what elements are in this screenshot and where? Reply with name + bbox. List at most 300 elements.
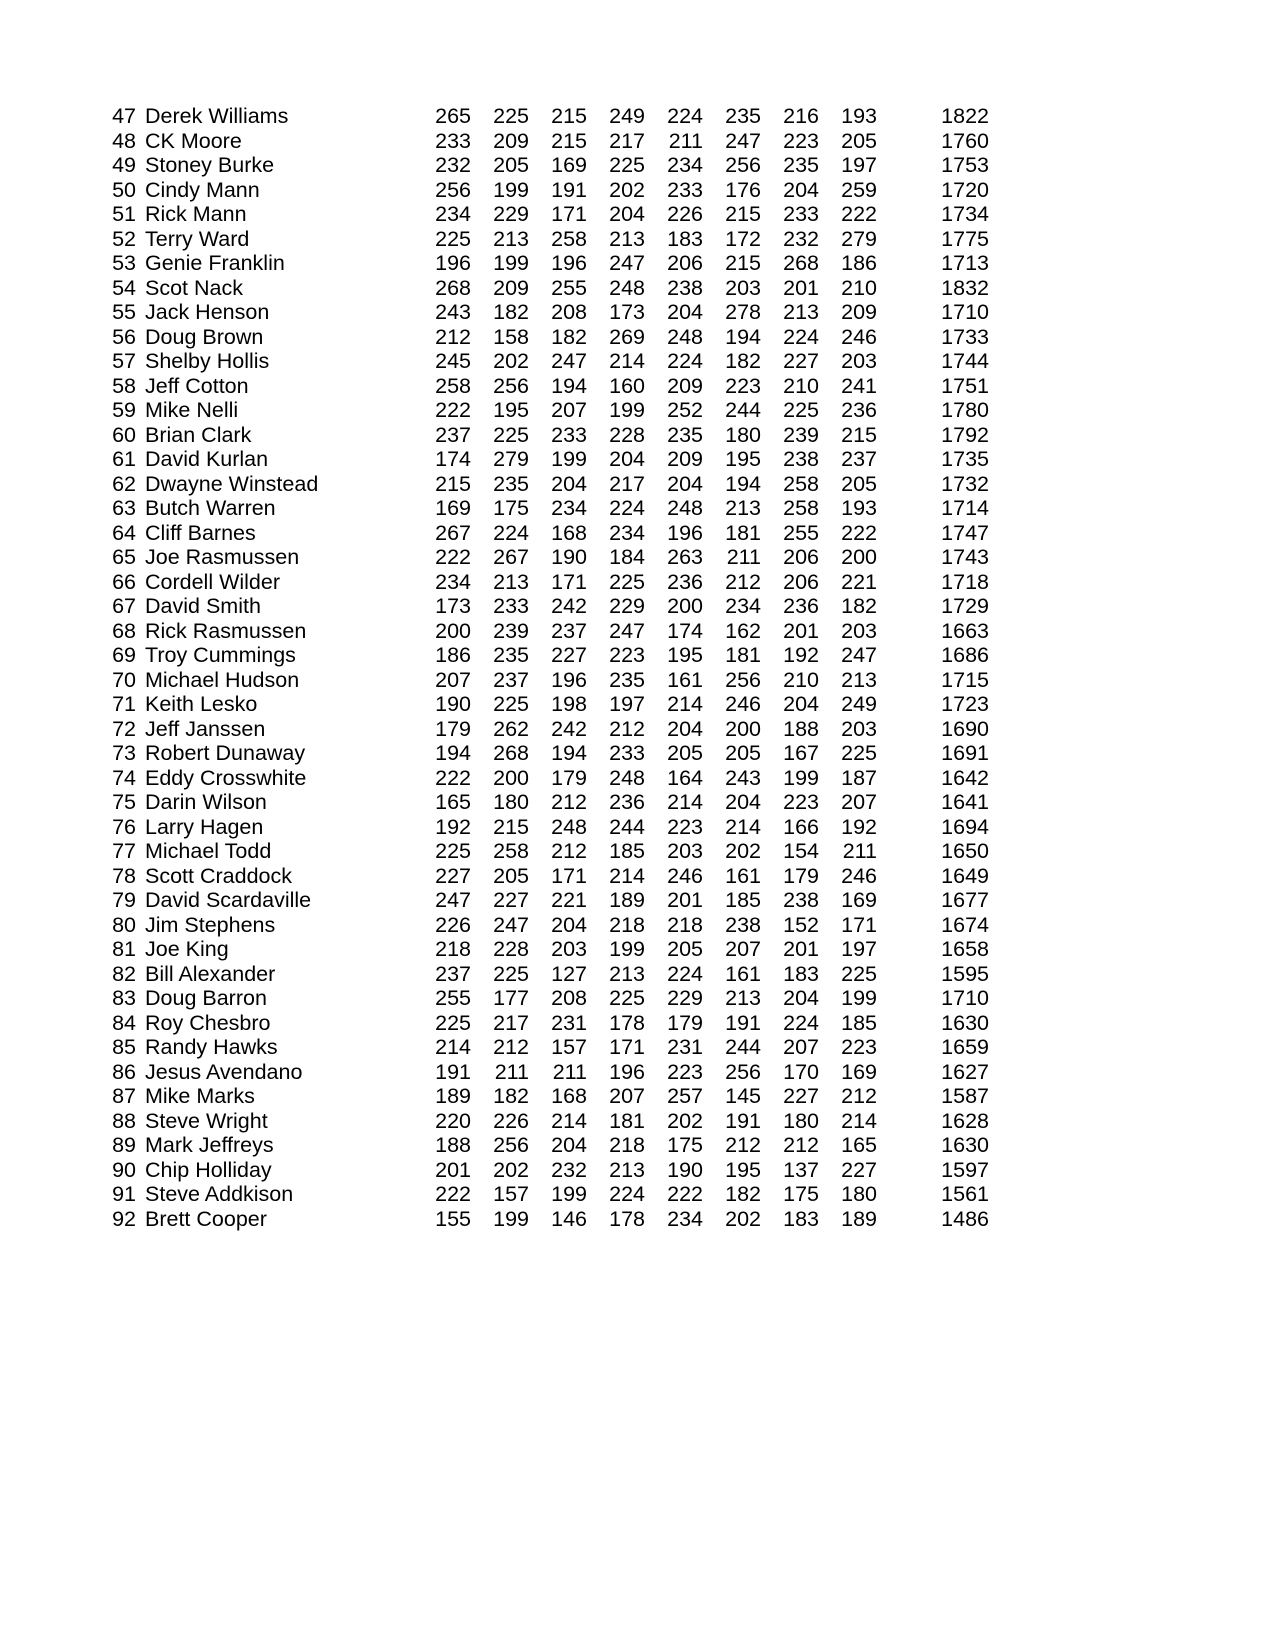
row-bowler-name: Bill Alexander [145,961,276,986]
row-game-score: 181 [725,520,761,545]
row-game-score: 203 [667,839,703,863]
row-game-score: 233 [493,594,529,618]
row-bowler-name: Michael Todd [145,839,272,863]
row-game-score: 246 [841,863,877,888]
row-game-score: 205 [841,128,877,153]
row-total-score: 1561 [941,1182,989,1206]
row-game-score: 199 [609,398,645,422]
row-game-score: 217 [609,128,645,153]
row-game-score: 225 [435,839,471,863]
row-game-score: 229 [667,986,703,1010]
row-game-score: 191 [725,1108,761,1133]
row-game-score: 221 [551,888,587,912]
table-row [106,351,989,376]
row-total-score: 1686 [941,643,989,667]
row-rank: 70 [112,667,136,692]
row-game-score: 207 [435,667,471,692]
table-row [106,1135,989,1160]
row-game-score: 194 [551,741,587,765]
row-bowler-name: Cordell Wilder [145,569,281,594]
row-game-score: 247 [609,618,645,643]
row-game-score: 200 [493,765,529,790]
row-total-score: 1595 [941,961,989,986]
row-game-score: 202 [493,349,529,373]
row-bowler-name: Doug Barron [145,986,267,1010]
row-game-score: 205 [841,471,877,496]
row-game-score: 231 [551,1010,587,1035]
row-rank: 52 [112,226,136,251]
row-game-score: 269 [609,324,645,349]
row-game-score: 196 [435,251,471,275]
table-row [106,768,989,793]
row-total-score: 1630 [941,1010,989,1035]
row-game-score: 192 [841,814,877,839]
row-bowler-name: Mark Jeffreys [145,1133,274,1157]
row-game-score: 179 [783,863,819,888]
row-game-score: 154 [783,839,819,863]
standings-table [106,106,989,1233]
row-game-score: 179 [667,1010,703,1035]
row-game-score: 209 [493,275,529,300]
row-game-score: 194 [725,471,761,496]
table-row [106,694,989,719]
row-total-score: 1650 [941,839,989,863]
row-game-score: 160 [609,373,645,398]
row-total-score: 1642 [941,765,989,790]
row-total-score: 1735 [941,447,989,471]
row-game-score: 212 [609,716,645,741]
row-total-score: 1630 [941,1133,989,1157]
row-game-score: 190 [551,545,587,569]
row-game-score: 249 [609,104,645,128]
row-game-score: 200 [725,716,761,741]
row-game-score: 182 [841,594,877,618]
row-game-score: 190 [435,692,471,716]
row-game-score: 213 [493,569,529,594]
table-row [106,204,989,229]
row-game-score: 178 [609,1010,645,1035]
table-row [106,596,989,621]
row-game-score: 225 [493,961,529,986]
row-game-score: 223 [667,1059,703,1084]
row-rank: 73 [112,741,136,765]
row-game-score: 206 [783,545,819,569]
row-game-score: 203 [841,618,877,643]
row-game-score: 215 [493,814,529,839]
table-row [106,1062,989,1087]
row-game-score: 203 [551,937,587,961]
row-game-score: 222 [841,202,877,226]
row-bowler-name: CK Moore [145,128,242,153]
row-game-score: 207 [841,790,877,814]
row-game-score: 234 [667,1206,703,1231]
row-game-score: 212 [783,1133,819,1157]
table-row [106,866,989,891]
table-row [106,400,989,425]
row-game-score: 201 [783,937,819,961]
row-game-score: 199 [493,177,529,202]
row-game-score: 235 [493,471,529,496]
row-game-score: 166 [783,814,819,839]
row-total-score: 1714 [941,496,989,520]
row-game-score: 255 [783,520,819,545]
table-row [106,523,989,548]
row-game-score: 214 [667,692,703,716]
row-game-score: 192 [435,814,471,839]
row-game-score: 191 [435,1059,471,1084]
row-rank: 86 [112,1059,136,1084]
table-row [106,425,989,450]
row-total-score: 1734 [941,202,989,226]
row-game-score: 168 [551,520,587,545]
row-game-score: 205 [493,863,529,888]
row-game-score: 256 [493,1133,529,1157]
row-game-score: 224 [609,1182,645,1206]
table-row [106,302,989,327]
row-game-score: 177 [493,986,529,1010]
row-game-score: 204 [783,692,819,716]
row-total-score: 1822 [941,104,989,128]
row-bowler-name: Steve Wright [145,1108,268,1133]
row-game-score: 214 [725,814,761,839]
row-game-score: 205 [725,741,761,765]
row-game-score: 165 [841,1133,877,1157]
row-game-score: 180 [493,790,529,814]
row-game-score: 169 [841,1059,877,1084]
table-row [106,1184,989,1209]
table-row [106,817,989,842]
row-bowler-name: Jim Stephens [145,912,276,937]
row-game-score: 241 [841,373,877,398]
row-game-score: 223 [783,790,819,814]
row-total-score: 1760 [941,128,989,153]
row-game-score: 258 [783,471,819,496]
row-game-score: 206 [783,569,819,594]
row-rank: 56 [112,324,136,349]
row-bowler-name: Steve Addkison [145,1182,294,1206]
row-game-score: 193 [841,104,877,128]
row-rank: 84 [112,1010,136,1035]
row-game-score: 211 [726,545,761,569]
row-game-score: 214 [667,790,703,814]
row-rank: 80 [112,912,136,937]
row-game-score: 222 [435,1182,471,1206]
row-game-score: 245 [435,349,471,373]
row-game-score: 200 [435,618,471,643]
row-game-score: 237 [435,422,471,447]
row-game-score: 233 [551,422,587,447]
row-total-score: 1677 [941,888,989,912]
row-total-score: 1713 [941,251,989,275]
row-total-score: 1751 [941,373,989,398]
row-game-score: 213 [609,226,645,251]
row-game-score: 202 [493,1157,529,1182]
row-game-score: 170 [783,1059,819,1084]
row-rank: 77 [112,839,136,863]
row-rank: 57 [112,349,136,373]
row-game-score: 239 [783,422,819,447]
row-rank: 63 [112,496,136,520]
row-game-score: 218 [435,937,471,961]
row-rank: 79 [112,888,136,912]
row-game-score: 215 [841,422,877,447]
row-game-score: 201 [667,888,703,912]
row-game-score: 268 [435,275,471,300]
row-game-score: 227 [551,643,587,667]
row-game-score: 220 [435,1108,471,1133]
table-row [106,180,989,205]
row-game-score: 258 [551,226,587,251]
row-total-score: 1775 [941,226,989,251]
row-bowler-name: Terry Ward [145,226,250,251]
table-row [106,449,989,474]
row-game-score: 223 [841,1035,877,1059]
row-game-score: 248 [551,814,587,839]
row-game-score: 246 [725,692,761,716]
row-game-score: 191 [725,1010,761,1035]
row-game-score: 171 [551,202,587,226]
row-rank: 74 [112,765,136,790]
row-game-score: 267 [435,520,471,545]
row-game-score: 182 [493,300,529,324]
row-rank: 54 [112,275,136,300]
row-bowler-name: Scot Nack [145,275,243,300]
row-game-score: 224 [667,961,703,986]
row-game-score: 244 [609,814,645,839]
row-game-score: 137 [783,1157,819,1182]
row-game-score: 216 [783,104,819,128]
row-game-score: 181 [609,1108,645,1133]
row-rank: 83 [112,986,136,1010]
row-game-score: 195 [725,1157,761,1182]
row-bowler-name: Joe Rasmussen [145,545,300,569]
row-game-score: 213 [783,300,819,324]
row-game-score: 237 [493,667,529,692]
row-bowler-name: Darin Wilson [145,790,267,814]
row-game-score: 171 [551,569,587,594]
row-game-score: 233 [783,202,819,226]
table-row [106,890,989,915]
row-game-score: 161 [725,961,761,986]
table-row [106,1037,989,1062]
row-rank: 92 [112,1206,136,1231]
row-game-score: 249 [841,692,877,716]
row-total-score: 1641 [941,790,989,814]
row-game-score: 171 [609,1035,645,1059]
row-game-score: 179 [551,765,587,790]
row-rank: 75 [112,790,136,814]
row-rank: 60 [112,422,136,447]
row-game-score: 199 [551,1182,587,1206]
row-game-score: 227 [435,863,471,888]
row-game-score: 207 [551,398,587,422]
row-game-score: 242 [551,594,587,618]
row-game-score: 239 [493,618,529,643]
row-rank: 47 [112,104,136,128]
row-total-score: 1718 [941,569,989,594]
row-game-score: 235 [783,153,819,177]
row-bowler-name: Larry Hagen [145,814,264,839]
row-bowler-name: Brian Clark [145,422,252,447]
table-row [106,988,989,1013]
row-game-score: 204 [667,471,703,496]
row-game-score: 204 [551,471,587,496]
row-game-score: 225 [493,104,529,128]
row-game-score: 155 [435,1206,471,1231]
row-game-score: 233 [667,177,703,202]
row-game-score: 248 [609,275,645,300]
row-game-score: 199 [609,937,645,961]
row-game-score: 212 [551,790,587,814]
row-game-score: 188 [435,1133,471,1157]
row-game-score: 182 [725,1182,761,1206]
row-game-score: 227 [493,888,529,912]
row-game-score: 232 [551,1157,587,1182]
row-game-score: 178 [609,1206,645,1231]
row-rank: 78 [112,863,136,888]
row-bowler-name: David Kurlan [145,447,269,471]
row-game-score: 196 [551,251,587,275]
row-game-score: 236 [783,594,819,618]
row-total-score: 1674 [941,912,989,937]
row-game-score: 223 [783,128,819,153]
row-game-score: 195 [725,447,761,471]
row-game-score: 217 [493,1010,529,1035]
row-game-score: 189 [841,1206,877,1231]
table-row [106,1160,989,1185]
row-game-score: 255 [551,275,587,300]
row-game-score: 247 [841,643,877,667]
row-game-score: 244 [725,1035,761,1059]
row-game-score: 204 [783,986,819,1010]
row-total-score: 1780 [941,398,989,422]
row-game-score: 213 [841,667,877,692]
row-game-score: 181 [725,643,761,667]
row-game-score: 161 [725,863,761,888]
table-row [106,131,989,156]
row-bowler-name: Stoney Burke [145,153,275,177]
row-game-score: 234 [551,496,587,520]
row-game-score: 193 [841,496,877,520]
row-game-score: 263 [667,545,703,569]
row-game-score: 204 [609,202,645,226]
row-bowler-name: Jesus Avendano [145,1059,303,1084]
row-game-score: 214 [841,1108,877,1133]
row-bowler-name: Joe King [145,937,229,961]
row-game-score: 222 [435,765,471,790]
row-game-score: 204 [551,1133,587,1157]
row-game-score: 175 [667,1133,703,1157]
standings-table-body [106,106,989,1233]
row-game-score: 246 [667,863,703,888]
table-row [106,1209,989,1234]
row-game-score: 209 [667,447,703,471]
row-game-score: 242 [551,716,587,741]
row-game-score: 233 [435,128,471,153]
row-game-score: 209 [667,373,703,398]
row-total-score: 1659 [941,1035,989,1059]
row-game-score: 194 [551,373,587,398]
row-game-score: 224 [667,349,703,373]
row-game-score: 211 [552,1059,587,1084]
row-total-score: 1733 [941,324,989,349]
table-row [106,498,989,523]
row-game-score: 234 [435,202,471,226]
row-bowler-name: Genie Franklin [145,251,285,275]
row-game-score: 191 [551,177,587,202]
row-rank: 85 [112,1035,136,1059]
row-game-score: 215 [551,104,587,128]
row-game-score: 226 [667,202,703,226]
row-bowler-name: Chip Holliday [145,1157,272,1182]
row-total-score: 1732 [941,471,989,496]
row-rank: 90 [112,1157,136,1182]
row-game-score: 206 [667,251,703,275]
row-total-score: 1723 [941,692,989,716]
table-row [106,547,989,572]
row-game-score: 197 [609,692,645,716]
row-game-score: 248 [667,496,703,520]
row-game-score: 205 [667,741,703,765]
row-game-score: 267 [493,545,529,569]
row-game-score: 225 [841,961,877,986]
row-game-score: 228 [493,937,529,961]
row-game-score: 152 [783,912,819,937]
row-bowler-name: David Scardaville [145,888,312,912]
row-game-score: 235 [609,667,645,692]
row-rank: 58 [112,373,136,398]
row-game-score: 258 [493,839,529,863]
row-game-score: 171 [841,912,877,937]
table-row [106,376,989,401]
row-game-score: 238 [725,912,761,937]
row-game-score: 208 [551,300,587,324]
row-game-score: 207 [609,1084,645,1108]
row-game-score: 210 [783,667,819,692]
row-game-score: 145 [725,1084,761,1108]
row-game-score: 214 [435,1035,471,1059]
row-game-score: 214 [609,349,645,373]
row-game-score: 256 [435,177,471,202]
row-game-score: 174 [667,618,703,643]
row-game-score: 127 [551,961,587,986]
row-bowler-name: Jack Henson [145,300,270,324]
table-row [106,106,989,131]
row-game-score: 225 [609,986,645,1010]
row-total-score: 1597 [941,1157,989,1182]
row-game-score: 175 [493,496,529,520]
row-game-score: 185 [725,888,761,912]
row-game-score: 268 [783,251,819,275]
row-bowler-name: Randy Hawks [145,1035,278,1059]
row-bowler-name: Brett Cooper [145,1206,267,1231]
row-game-score: 203 [841,716,877,741]
row-game-score: 157 [551,1035,587,1059]
row-game-score: 257 [667,1084,703,1108]
row-game-score: 185 [841,1010,877,1035]
row-game-score: 235 [667,422,703,447]
row-game-score: 175 [783,1182,819,1206]
row-bowler-name: Shelby Hollis [145,349,270,373]
row-rank: 48 [112,128,136,153]
row-game-score: 179 [435,716,471,741]
row-game-score: 212 [841,1084,877,1108]
table-row [106,278,989,303]
row-game-score: 204 [551,912,587,937]
row-game-score: 256 [725,1059,761,1084]
row-game-score: 161 [667,667,703,692]
row-total-score: 1649 [941,863,989,888]
